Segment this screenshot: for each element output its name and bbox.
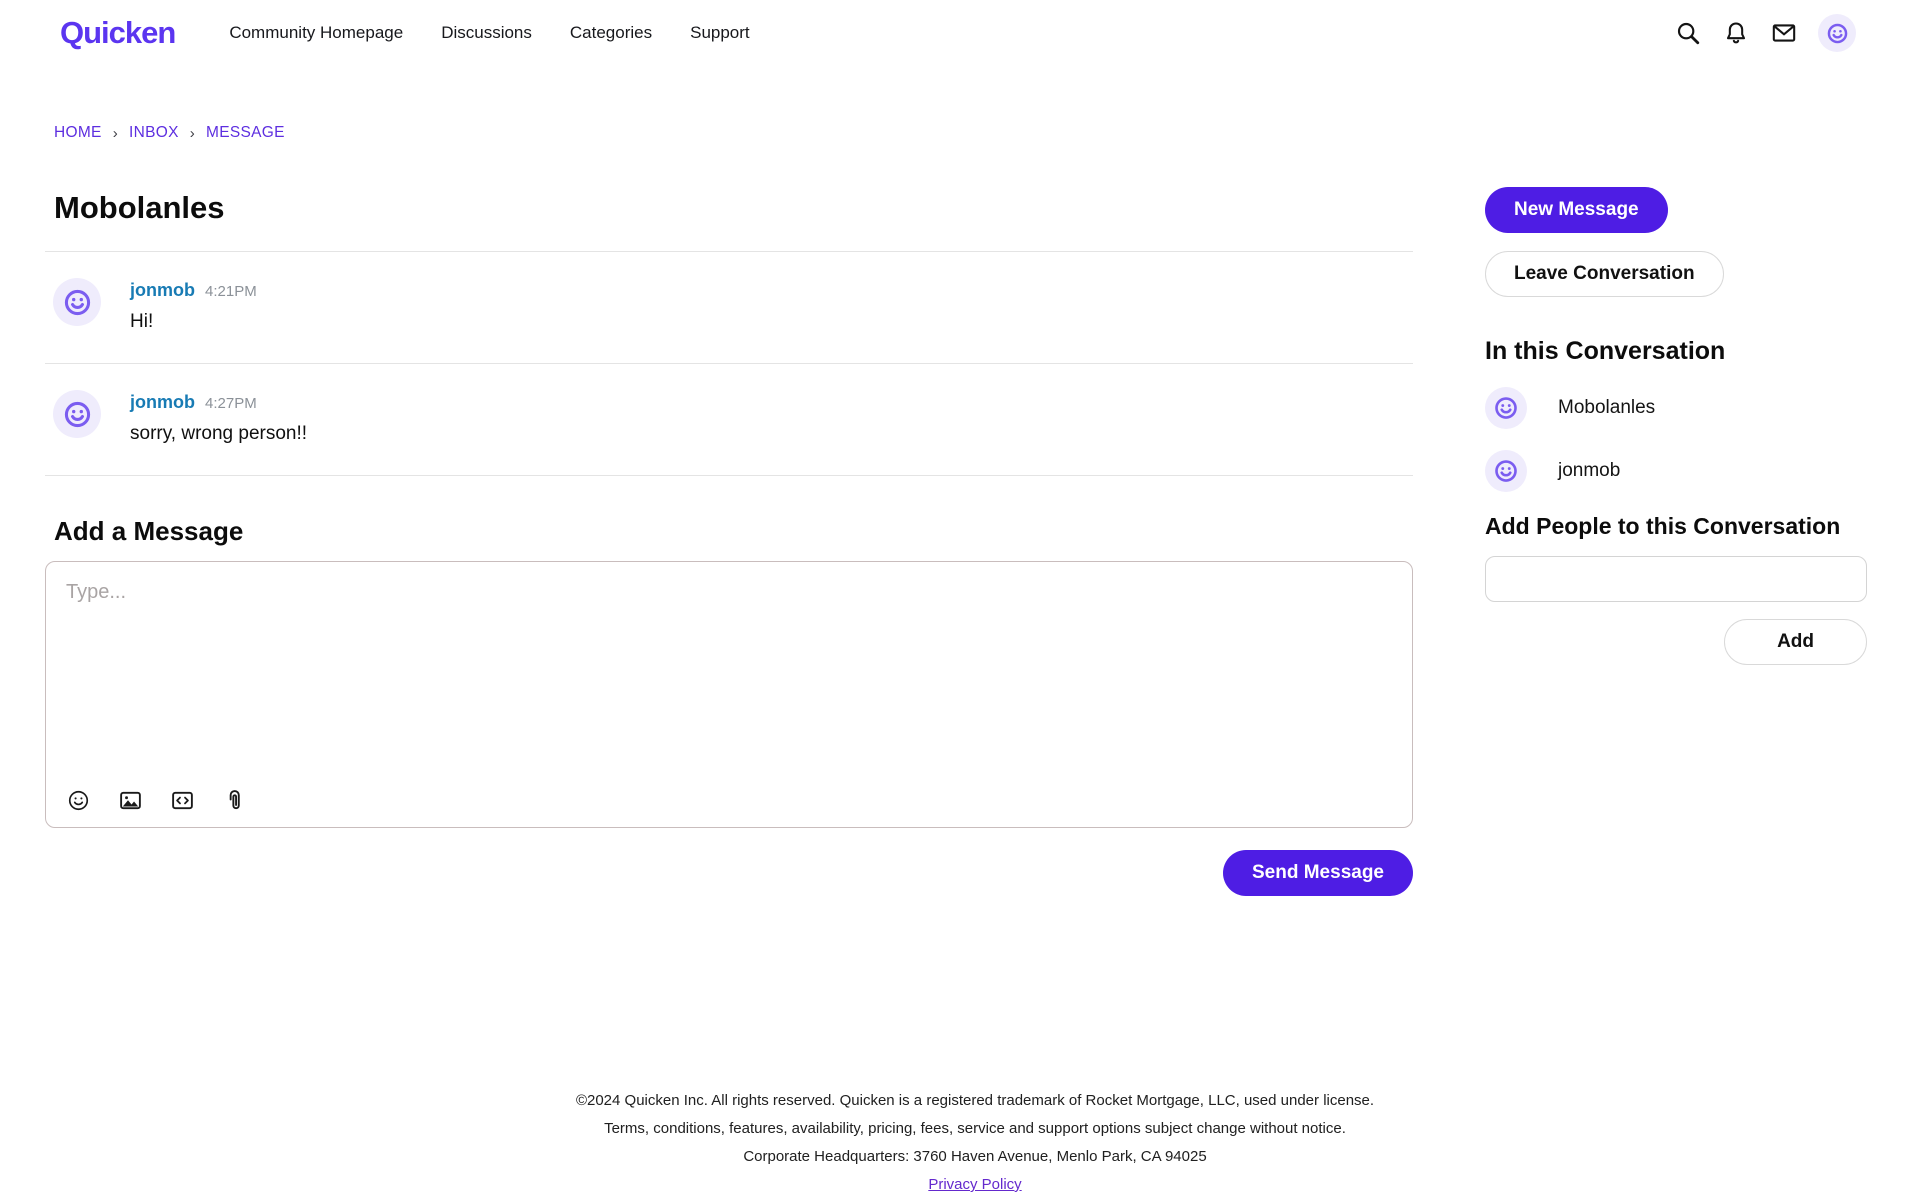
breadcrumb-message[interactable]: MESSAGE xyxy=(206,124,285,141)
breadcrumb-separator: › xyxy=(189,124,196,142)
composer-heading: Add a Message xyxy=(54,516,244,546)
send-row xyxy=(45,850,1413,896)
footer-copyright: ©2024 Quicken Inc. All rights reserved. Quicken is a registered trademark of Rocket Mortgage, LLC, used under license. xyxy=(575,1092,1375,1109)
page-footer xyxy=(55,1092,1895,1204)
nav-community-homepage[interactable]: Community Homepage xyxy=(229,23,404,42)
participant-row[interactable] xyxy=(1485,450,1867,492)
message-author-link[interactable]: jonmob xyxy=(130,392,195,412)
participant-avatar-smiley-icon xyxy=(1485,387,1527,429)
composer-toolbar xyxy=(64,786,248,814)
conversation-main xyxy=(45,190,1413,896)
top-navigation-bar xyxy=(0,0,1920,66)
send-message-button[interactable]: Send Message xyxy=(1223,850,1413,896)
message-input[interactable] xyxy=(46,562,1412,767)
nav-categories[interactable]: Categories xyxy=(569,23,653,42)
message-timestamp: 4:21PM xyxy=(205,283,257,300)
footer-address: Corporate Headquarters: 3760 Haven Avenue, Menlo Park, CA 94025 xyxy=(743,1148,1207,1165)
in-conversation-heading: In this Conversation xyxy=(1485,337,1726,365)
image-icon[interactable] xyxy=(116,786,144,814)
participant-name: jonmob xyxy=(1558,460,1621,481)
leave-conversation-button[interactable]: Leave Conversation xyxy=(1485,251,1724,297)
message-text: sorry, wrong person!! xyxy=(130,423,308,444)
message-header xyxy=(130,392,307,413)
message-row xyxy=(45,252,1413,364)
add-people-heading: Add People to this Conversation xyxy=(1485,513,1841,539)
nav-discussions[interactable]: Discussions xyxy=(441,23,532,42)
quicken-logo[interactable]: Quicken xyxy=(60,15,176,50)
user-avatar-smiley-icon[interactable] xyxy=(53,278,101,326)
code-icon[interactable] xyxy=(168,786,196,814)
header-actions xyxy=(1674,14,1856,52)
mail-icon[interactable] xyxy=(1770,19,1798,47)
bell-icon[interactable] xyxy=(1722,19,1750,47)
add-button-row xyxy=(1485,619,1867,665)
user-avatar-smiley-icon[interactable] xyxy=(53,390,101,438)
message-timestamp: 4:27PM xyxy=(205,395,257,412)
search-icon[interactable] xyxy=(1674,19,1702,47)
footer-privacy-row xyxy=(55,1176,1895,1194)
privacy-policy-link[interactable]: Privacy Policy xyxy=(928,1176,1022,1193)
message-text: Hi! xyxy=(130,311,154,332)
message-header xyxy=(130,280,257,301)
attachment-icon[interactable] xyxy=(220,786,248,814)
add-people-input[interactable] xyxy=(1485,556,1867,602)
page-title: Mobolanles xyxy=(54,190,225,225)
participant-name: Mobolanles xyxy=(1558,397,1656,418)
profile-avatar-smiley-icon[interactable] xyxy=(1818,14,1856,52)
message-list xyxy=(45,251,1413,476)
nav-support[interactable]: Support xyxy=(690,23,750,42)
message-author-link[interactable]: jonmob xyxy=(130,280,195,300)
breadcrumb-home[interactable]: HOME xyxy=(54,124,102,141)
add-people-button[interactable]: Add xyxy=(1724,619,1867,665)
footer-terms: Terms, conditions, features, availability, pricing, fees, service and support options subject change without notice. xyxy=(604,1120,1346,1137)
breadcrumb-separator: › xyxy=(112,124,118,142)
breadcrumb-inbox[interactable]: INBOX xyxy=(129,124,179,141)
participant-row[interactable] xyxy=(1485,387,1867,429)
breadcrumb xyxy=(54,124,285,142)
new-message-button[interactable]: New Message xyxy=(1485,187,1668,233)
message-body xyxy=(130,390,307,445)
message-body xyxy=(130,278,257,333)
conversation-sidebar xyxy=(1485,187,1867,665)
message-row xyxy=(45,364,1413,476)
participant-avatar-smiley-icon xyxy=(1485,450,1527,492)
composer-box xyxy=(45,561,1413,828)
primary-nav xyxy=(229,23,749,43)
emoji-icon[interactable] xyxy=(64,786,92,814)
